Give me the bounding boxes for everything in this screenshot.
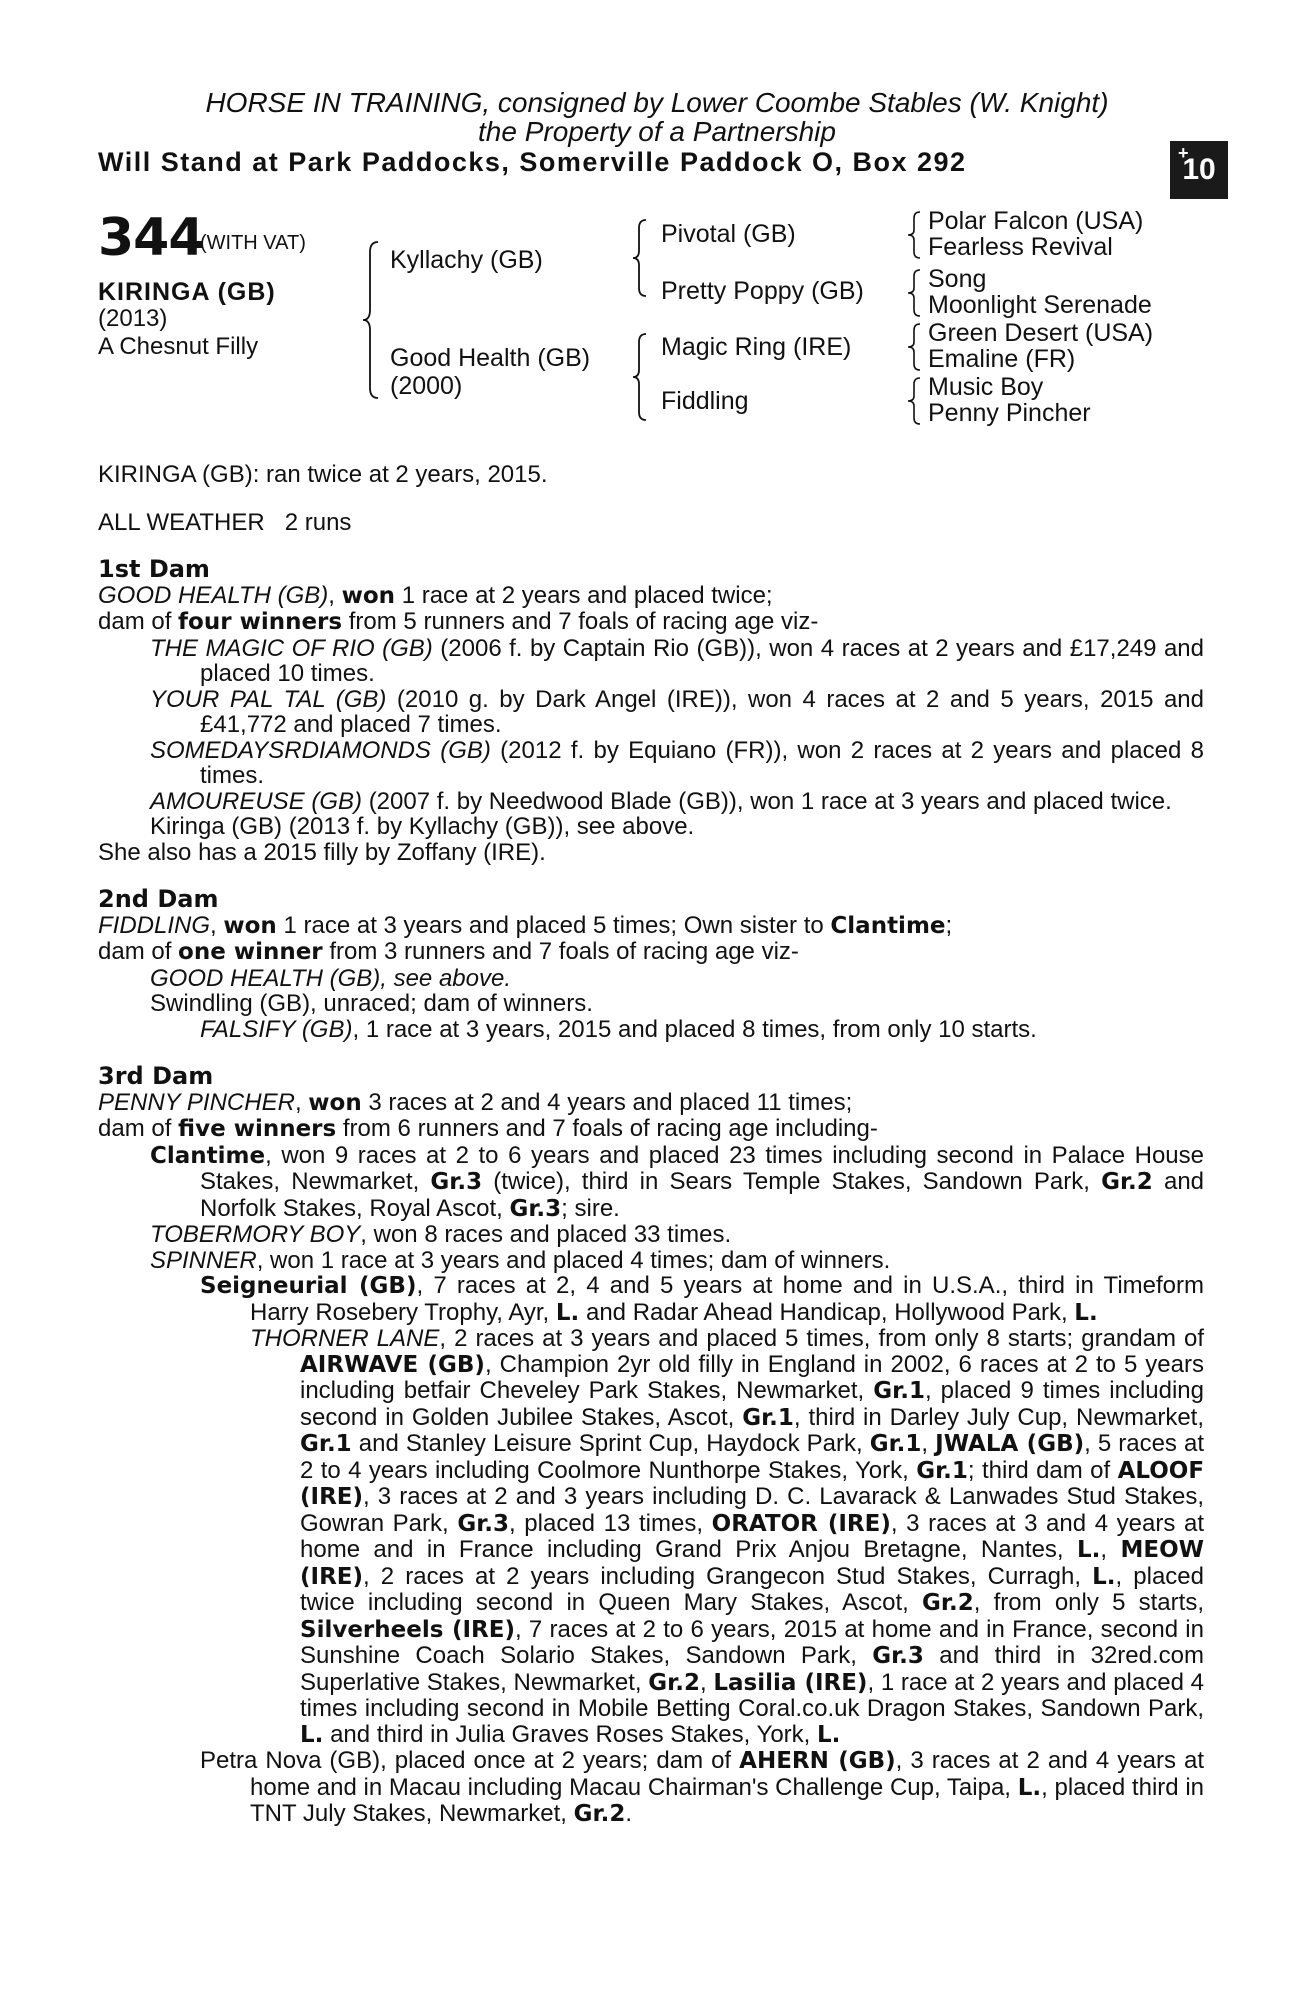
horse-name: KIRINGA (GB): [98, 278, 276, 306]
pedigree-g4: Moonlight Serenade: [928, 291, 1152, 319]
produce-entry: Swindling (GB), unraced; dam of winners.: [150, 990, 593, 1017]
catalogue-body: [98, 462, 1204, 1828]
sire-dam-brace: [362, 240, 380, 400]
pedigree-dam-sire: Magic Ring (IRE): [661, 333, 852, 361]
race-record: KIRINGA (GB): ran twice at 2 years, 2015.: [98, 461, 548, 488]
produce-entry: THORNER LANE, 2 races at 3 years and placed 5 times, from only 8 starts; grandam of AIRWAVE (GB), Champion 2yr old filly in England in 2002, 6 races at 2 to 5 years including betfair Cheveley Park Stakes, Newmarket, Gr.1, placed 9 times including second in Golden Jubilee Stakes, Ascot, Gr.1, third in Darley July Cup, Newmarket, Gr.1 and Stanley Leisure Sprint Cup, Haydock Park, Gr.1, JWALA (GB), 5 races at 2 to 4 years including Coolmore Nunthorpe Stakes, York, Gr.1; third dam of ALOOF (IRE), 3 races at 2 and 3 years including D. C. Lavarack & Lanwades Stud Stakes, Gowran Park, Gr.3, placed 13 times, ORATOR (IRE), 3 races at 3 and 4 years at home and in France including Grand Prix Anjou Bretagne, Nantes, L., MEOW (IRE), 2 races at 2 years including Grangecon Stud Stakes, Curragh, L., placed twice including second in Queen Mary Stakes, Ascot, Gr.2, from only 5 starts, Silverheels (IRE), 7 races at 2 to 6 years, 2015 at home and in France, second in Sunshine Coach Solario Stakes, Sandown Park, Gr.3 and third in 32red.com Superlative Stakes, Newmarket, Gr.2, Lasilia (IRE), 1 race at 2 years and placed 4 times including second in Mobile Betting Coral.co.uk Dragon Stakes, Sandown Park, L. and third in Julia Graves Roses Stakes, York, L.: [250, 1325, 1205, 1748]
produce-entry: AMOUREUSE (GB) (2007 f. by Needwood Blade (GB)), won 1 race at 3 years and placed twice.: [150, 787, 1172, 815]
first-dam-produce-line: dam of four winners from 5 runners and 7 foals of racing age viz-: [98, 608, 819, 635]
second-dam-line: FIDDLING, won 1 race at 3 years and placed 5 times; Own sister to Clantime;: [98, 911, 953, 939]
g34-brace: [906, 268, 922, 318]
third-dam-produce-line: dam of five winners from 6 runners and 7 foals of racing age including-: [98, 1115, 878, 1142]
pedigree-dam-year: (2000): [390, 372, 463, 400]
produce-note: She also has a 2015 filly by Zoffany (IRE).: [98, 838, 546, 866]
produce-entry: Kiringa (GB) (2013 f. by Kyllachy (GB)), see above.: [150, 813, 695, 840]
produce-entry: GOOD HEALTH (GB), see above.: [150, 964, 511, 992]
pedigree-g1: Polar Falcon (USA): [928, 207, 1144, 235]
plus-icon: +: [1178, 143, 1189, 163]
pedigree-g5: Green Desert (USA): [928, 319, 1154, 347]
all-weather-label: ALL WEATHER: [98, 508, 265, 536]
first-dam-line: GOOD HEALTH (GB), won 1 race at 2 years and placed twice;: [98, 581, 773, 609]
dam-line-brace: [632, 332, 648, 422]
g78-brace: [906, 376, 922, 426]
produce-entry: TOBERMORY BOY, won 8 races and placed 33 times.: [150, 1221, 732, 1248]
produce-entry: FALSIFY (GB), 1 race at 3 years, 2015 and placed 8 times, from only 10 starts.: [200, 1015, 1037, 1043]
second-dam-heading: 2nd Dam: [98, 885, 219, 913]
produce-entry: Petra Nova (GB), placed once at 2 years; dam of AHERN (GB), 3 races at 2 and 4 years at home and in Macau including Macau Chairman's Challenge Cup, Taipa, L., placed third in TNT July Stakes, Newmarket, Gr.2.: [200, 1747, 1205, 1827]
pedigree-g6: Emaline (FR): [928, 345, 1076, 373]
lot-number: 344: [98, 208, 204, 268]
pedigree-g2: Fearless Revival: [928, 233, 1113, 261]
consignor-line: HORSE IN TRAINING, consigned by Lower Coombe Stables (W. Knight): [205, 87, 1109, 118]
produce-entry: Clantime, won 9 races at 2 to 6 years and placed 23 times including second in Palace House Stakes, Newmarket, Gr.3 (twice), third in Sears Temple Stakes, Sandown Park, Gr.2 and Norfolk Stakes, Royal Ascot, Gr.3; sire.: [150, 1141, 1205, 1222]
first-dam-heading: 1st Dam: [98, 555, 210, 583]
pedigree-g3: Song: [928, 265, 987, 293]
pedigree-dam-dam: Fiddling: [661, 387, 749, 415]
pedigree-sire-sire: Pivotal (GB): [661, 220, 796, 248]
pedigree-g7: Music Boy: [928, 373, 1044, 401]
vat-label: (WITH VAT): [200, 232, 306, 254]
plus10-badge: [1170, 141, 1228, 199]
pedigree-sire-dam: Pretty Poppy (GB): [661, 277, 864, 305]
pedigree-g8: Penny Pincher: [928, 399, 1091, 427]
g12-brace: [906, 210, 922, 260]
horse-year: (2013): [98, 305, 168, 332]
third-dam-heading: 3rd Dam: [98, 1062, 214, 1090]
produce-entry: YOUR PAL TAL (GB) (2010 g. by Dark Angel (IRE)), won 4 races at 2 and 5 years, 2015 and £41,772 and placed 7 times.: [150, 685, 1204, 738]
badge-number: 10: [1182, 153, 1216, 186]
produce-entry: THE MAGIC OF RIO (GB) (2006 f. by Captain Rio (GB)), won 4 races at 2 years and £17,249 and placed 10 times.: [150, 634, 1205, 687]
pedigree-sire: Kyllachy (GB): [390, 246, 543, 274]
produce-entry: SPINNER, won 1 race at 3 years and placed 4 times; dam of winners.: [150, 1246, 891, 1274]
produce-entry: Seigneurial (GB), 7 races at 2, 4 and 5 years at home and in U.S.A., third in Timeform Harry Rosebery Trophy, Ayr, L. and Radar Ahead Handicap, Hollywood Park, L.: [200, 1272, 1204, 1326]
all-weather-value: 2 runs: [284, 508, 352, 536]
pedigree-dam: Good Health (GB): [390, 344, 591, 372]
sire-line-brace: [632, 218, 648, 298]
stand-location: Will Stand at Park Paddocks, Somerville Paddock O, Box 292: [98, 147, 967, 177]
third-dam-line: PENNY PINCHER, won 3 races at 2 and 4 years and placed 11 times;: [98, 1088, 853, 1116]
horse-description: A Chesnut Filly: [98, 333, 259, 360]
produce-entry: SOMEDAYSRDIAMONDS (GB) (2012 f. by Equiano (FR)), won 2 races at 2 years and placed 8 times.: [150, 736, 1204, 789]
ownership-line: the Property of a Partnership: [478, 116, 836, 147]
all-weather-line: [98, 510, 1204, 536]
g56-brace: [906, 322, 922, 372]
second-dam-produce-line: dam of one winner from 3 runners and 7 foals of racing age viz-: [98, 938, 799, 965]
